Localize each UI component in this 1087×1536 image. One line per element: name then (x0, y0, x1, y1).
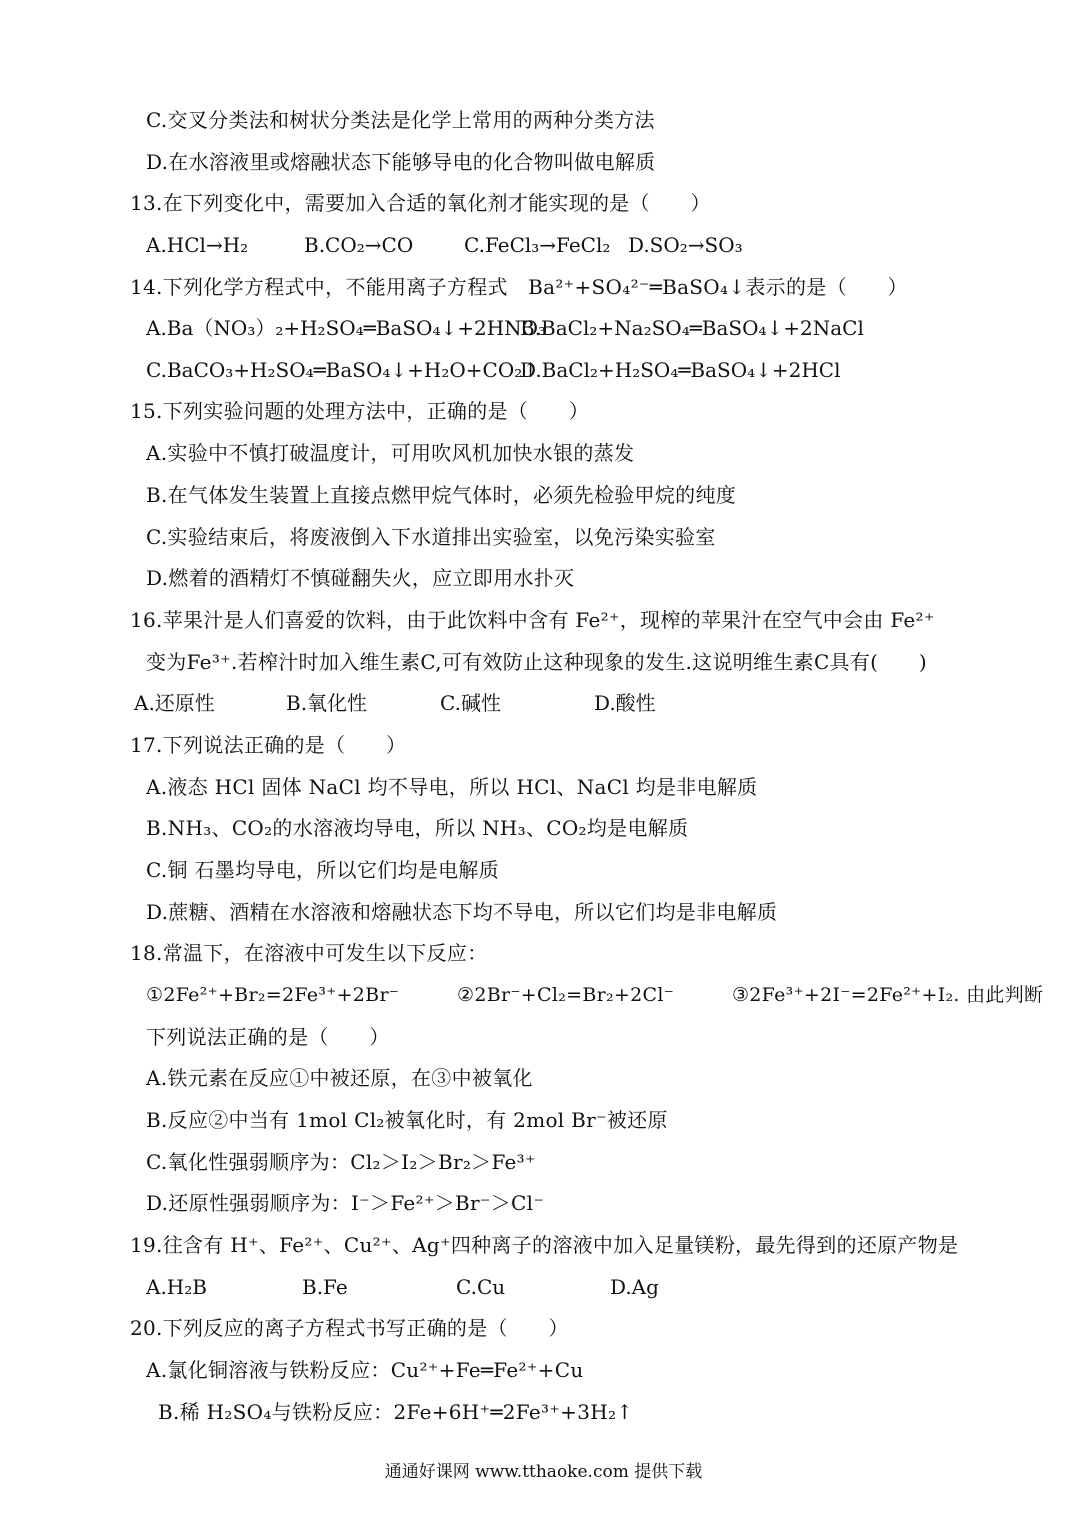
option-a: A.Ba（NO₃）₂+H₂SO₄═BaSO₄↓+2HNO₃ (146, 316, 547, 340)
question-16: 16.苹果汁是人们喜爱的饮料，由于此饮料中含有 Fe²⁺，现榨的苹果汁在空气中会由 Fe²⁺ (130, 608, 935, 632)
question-13-options (146, 231, 946, 259)
option-d: D.SO₂→SO₃ (628, 233, 743, 257)
option-d: D.Ag (610, 1275, 659, 1299)
question-13: 13.在下列变化中，需要加入合适的氧化剂才能实现的是（ ） (130, 191, 711, 215)
question-20: 20.下列反应的离子方程式书写正确的是（ ） (130, 1316, 569, 1340)
option-a: A.还原性 (134, 691, 215, 715)
option-a: A.H₂B (146, 1275, 207, 1299)
option-b: B.Fe (302, 1275, 348, 1299)
question-19: 19.往含有 H⁺、Fe²⁺、Cu²⁺、Ag⁺四种离子的溶液中加入足量镁粉，最先得到的还原产物是 (130, 1233, 959, 1257)
option-b: B.氧化性 (286, 691, 368, 715)
option-line: C.交叉分类法和树状分类法是化学上常用的两种分类方法 (146, 108, 655, 132)
option-d: D.蔗糖、酒精在水溶液和熔融状态下均不导电，所以它们均是非电解质 (146, 900, 778, 924)
option-b: B.BaCl₂+Na₂SO₄═BaSO₄↓+2NaCl (520, 316, 864, 340)
option-a: A.液态 HCl 固体 NaCl 均不导电，所以 HCl、NaCl 均是非电解质 (146, 775, 758, 799)
option-d: D.燃着的酒精灯不慎碰翻失火，应立即用水扑灭 (146, 566, 575, 590)
option-c: C.铜 石墨均导电，所以它们均是电解质 (146, 858, 500, 882)
option-d: D.酸性 (594, 691, 656, 715)
page-footer: 通通好课网 www.tthaoke.com 提供下载 (384, 1462, 703, 1482)
question-16-cont: 变为Fe³⁺.若榨汁时加入维生素C,可有效防止这种现象的发生.这说明维生素C具有( ) (146, 650, 927, 674)
question-18-prompt: 下列说法正确的是（ ） (146, 1025, 390, 1049)
question-19-options (146, 1273, 946, 1301)
option-b: B.CO₂→CO (304, 233, 414, 257)
option-line: D.在水溶液里或熔融状态下能够导电的化合物叫做电解质 (146, 150, 656, 174)
option-b: B.在气体发生装置上直接点燃甲烷气体时，必须先检验甲烷的纯度 (146, 483, 737, 507)
question-18: 18.常温下，在溶液中可发生以下反应： (130, 941, 488, 965)
option-a: A.氯化铜溶液与铁粉反应：Cu²⁺+Fe═Fe²⁺+Cu (146, 1358, 584, 1382)
question-14-options-row1 (146, 314, 946, 342)
option-c: C.氧化性强弱顺序为：Cl₂＞I₂＞Br₂＞Fe³⁺ (146, 1150, 536, 1174)
option-c: C.碱性 (440, 691, 501, 715)
question-14-options-row2 (146, 356, 946, 384)
option-b: B.反应②中当有 1mol Cl₂被氧化时，有 2mol Br⁻被还原 (146, 1108, 668, 1132)
question-15: 15.下列实验问题的处理方法中，正确的是（ ） (130, 399, 590, 423)
question-18-reactions: ①2Fe²⁺+Br₂=2Fe³⁺+2Br⁻ ②2Br⁻+Cl₂=Br₂+2Cl⁻ ③2Fe³⁺+2I⁻=2Fe²⁺+I₂. 由此判断 (146, 984, 1044, 1006)
option-a: A.HCl→H₂ (146, 233, 249, 257)
question-14: 14.下列化学方程式中，不能用离子方程式 Ba²⁺+SO₄²⁻═BaSO₄↓表示的是（ ） (130, 275, 908, 299)
option-c: C.BaCO₃+H₂SO₄═BaSO₄↓+H₂O+CO₂↑ (146, 358, 539, 382)
option-b: B.NH₃、CO₂的水溶液均导电，所以 NH₃、CO₂均是电解质 (146, 816, 689, 840)
question-16-options (134, 689, 934, 717)
question-17: 17.下列说法正确的是（ ） (130, 733, 407, 757)
option-a: A.铁元素在反应①中被还原，在③中被氧化 (146, 1066, 533, 1090)
option-c: C.实验结束后，将废液倒入下水道排出实验室，以免污染实验室 (146, 525, 716, 549)
option-d: D.还原性强弱顺序为：I⁻＞Fe²⁺＞Br⁻＞Cl⁻ (146, 1191, 545, 1215)
option-d: D.BaCl₂+H₂SO₄═BaSO₄↓+2HCl (520, 358, 841, 382)
option-a: A.实验中不慎打破温度计，可用吹风机加快水银的蒸发 (146, 441, 635, 465)
option-c: C.FeCl₃→FeCl₂ (464, 233, 611, 257)
option-c: C.Cu (456, 1275, 506, 1299)
option-b: B.稀 H₂SO₄与铁粉反应：2Fe+6H⁺═2Fe³⁺+3H₂↑ (158, 1400, 634, 1424)
